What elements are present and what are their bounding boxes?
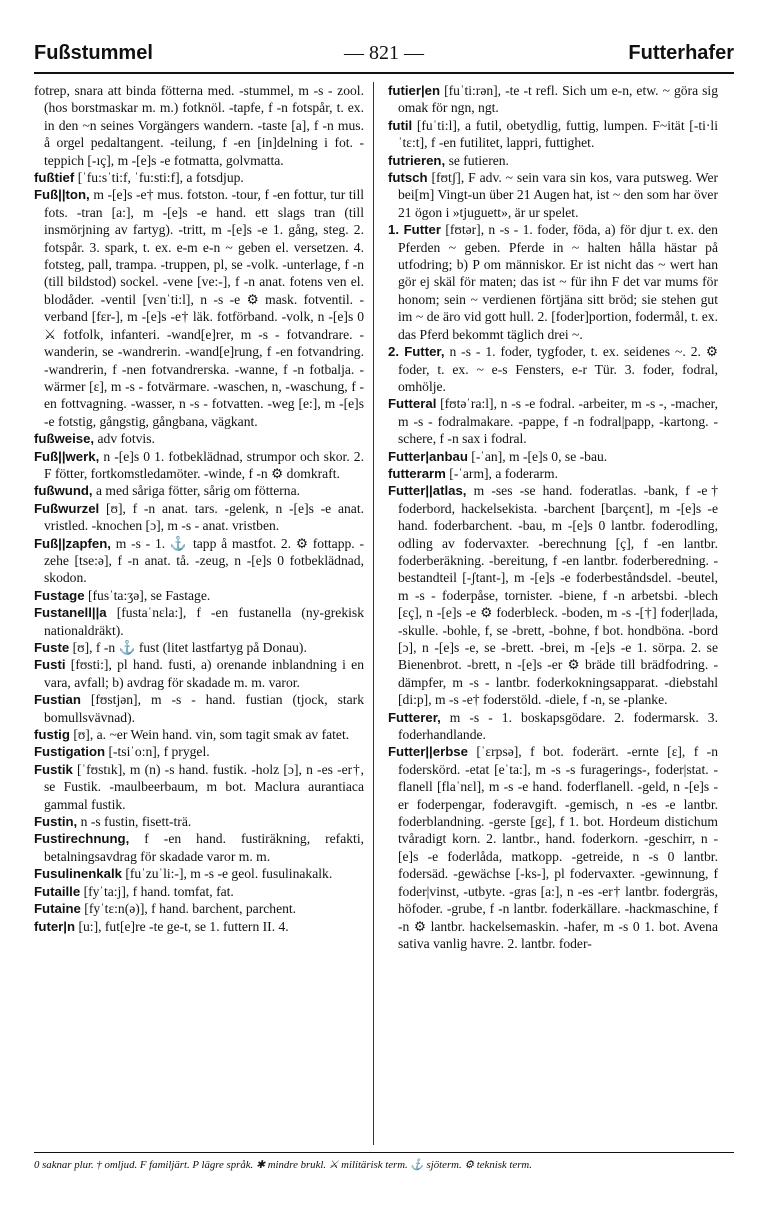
entry-headword: Futaille	[34, 883, 81, 899]
entry-definition: [fyˈta:j], f hand. tomfat, fat.	[83, 883, 234, 899]
entry-headword: Futterer,	[388, 709, 441, 725]
entry-headword: futterarm	[388, 465, 446, 481]
entry-headword: fußwund,	[34, 483, 93, 499]
entry-definition: [fʊtər], n -s - 1. foder, föda, a) för djur t. ex. den Pferden ~ geben. Pferde in ~ halten hålla hästar på utfodring; b) P om människor. Er ist nicht das ~ wert han gör ej skäl för maten; das ist ~ für ihn F det var mums för honom; sein ~ verdienen förtjäna sitt bröd; sie stehen gut im ~ de äro vid gott hull. 2. [foder]portion, fodermål, t. ex. das Pferd bekommt täglich drei ~.	[398, 222, 718, 342]
dictionary-entry	[34, 535, 364, 587]
entry-headword: 2. Futter,	[388, 344, 445, 360]
dictionary-entry	[34, 830, 364, 865]
dictionary-entry	[34, 743, 364, 760]
entry-headword: Fustage	[34, 587, 85, 603]
entry-definition: [fuˈti:l], a futil, obetydlig, futtig, lumpen. F~ität [-ti·liˈtɛ:t], f -en futilitet, lappri, futtighet.	[398, 117, 718, 151]
entry-definition: [fʊstjən], m -s - hand. fustian (tjock, stark bomullsvävnad).	[44, 692, 364, 725]
entry-headword: Fustigation	[34, 744, 106, 760]
entry-definition: [ˈɛrpsə], f bot. foderärt. -ernte [ɛ], f -n foderskörd. -etat [eˈta:], m -s -s furagerings-, foder|stat. -flanell [flaˈnɛl], m -s -e hand. foderflanell. -geld, n -[e]s -er foderpengar, foderavgift. -gemisch, n -es -e lantbr. foderblandning. -gerste [gɛ], f 1. bot. Hordeum distichum tvåradigt korn. 2. lantbr., hand. foderkorn. -geschirr, n -[e]s -e foderlåda, matkopp. -getreide, n -s 0 lantbr. fodersäd. -gewächse [-ks-], pl fodervaxter. -gewinnung, f foder|vinst, -utbyte. -gras [a:], n -es -er† lantbr. fodergräs, höfoder. -grube, f -n lantbr. foderkällare. -hackmaschine, f -n ⚙ lantbr. hackelsemaskin. -hafer, m -s 0 1. bot. Avena sativa vanlig havre. 2. lantbr. foder-	[398, 744, 718, 951]
dictionary-entry	[34, 726, 364, 743]
entry-headword: Futter||atlas,	[388, 483, 467, 499]
entry-definition: [fuˈti:rən], -te -t refl. Sich um e-n, etw. ~ göra sig omak för ngn, ngt.	[398, 83, 718, 116]
dictionary-entry	[34, 587, 364, 604]
column-divider	[373, 82, 374, 1145]
dictionary-entry	[388, 221, 718, 343]
dictionary-entry	[34, 482, 364, 499]
dictionary-entry	[34, 186, 364, 430]
entry-definition: f -en hand. fustiräkning, refakti, betalningsavdrag för skadade varor m. m.	[44, 831, 364, 864]
entry-definition: [fusˈta:ʒə], se Fastage.	[87, 587, 211, 603]
dictionary-entry	[34, 865, 364, 882]
entry-definition: [fʊtʃ], F adv. ~ sein vara sin kos, vara putsweg. Wer bei[m] Vingt-un über 21 Augen hat, ist ~ den som har över 21 ögon i »tjuguett», är ur spelet.	[398, 170, 718, 220]
entry-headword: Futteral	[388, 396, 437, 412]
dictionary-entry	[388, 152, 718, 169]
dictionary-entry	[388, 482, 718, 708]
entry-headword: fußtief	[34, 170, 75, 186]
entry-headword: Futaine	[34, 901, 81, 917]
page-header	[34, 38, 734, 68]
dictionary-entry	[388, 82, 718, 117]
dictionary-entry	[34, 883, 364, 900]
footer-rule	[34, 1152, 734, 1153]
dictionary-entry	[34, 900, 364, 917]
entry-headword: fustig	[34, 727, 70, 743]
entry-definition: m -s - 1. boskapsgödare. 2. fodermarsk. 3. foderhandlande.	[398, 709, 718, 743]
entry-definition: [-tsiˈo:n], f prygel.	[108, 744, 210, 760]
abbreviation-legend: 0 saknar plur. † omljud. F familjärt. P lägre språk. ✱ mindre brukl. ⚔ militärisk term. ⚓ sjöterm. ⚙ teknisk term.	[34, 1159, 532, 1171]
entry-definition: [fʊsti:], pl hand. fusti, a) orenande inblandning i en vara, avfall; b) avdrag för skadade m. m. varor.	[44, 657, 364, 690]
entry-definition: n -s fustin, fisett-trä.	[80, 814, 192, 830]
entry-headword: Fustik	[34, 761, 73, 777]
dictionary-entry	[388, 395, 718, 447]
dictionary-entry	[388, 169, 718, 221]
header-right-guideword: Futterhafer	[628, 42, 734, 64]
entry-headword: fußweise,	[34, 431, 95, 447]
entry-headword: Fußwurzel	[34, 500, 100, 516]
dictionary-entry	[34, 813, 364, 830]
entry-definition: m -s - 1. ⚓ tapp å mastfot. 2. ⚙ fottapp. -zehe [tse:ə], f -n anat. tå. -zeug, n -[e]s 0 fotbeklädnad, skodon.	[44, 535, 364, 586]
entry-definition: [ʊ], a. ~er Wein hand. vin, som tagit smak av fatet.	[73, 727, 350, 743]
entry-definition: n -s - 1. foder, tygfoder, t. ex. seidenes ~. 2. ⚙ foder, t. ex. ~ e-s Fensters, e-r Tür. 3. foder, fodral, omhölje.	[398, 344, 718, 394]
dictionary-entry	[34, 656, 364, 691]
dictionary-entry	[34, 82, 364, 169]
entry-headword: futrieren,	[388, 152, 446, 168]
dictionary-entry	[34, 639, 364, 656]
entry-headword: futil	[388, 117, 413, 133]
entry-headword: Fustian	[34, 692, 81, 708]
entry-definition: [fustaˈnɛla:], f -en fustanella (ny-grekisk nationaldräkt).	[44, 605, 364, 638]
entry-definition: m -[e]s -e† mus. fotston. -tour, f -en fottur, tur till fots. -tran [a:], m -[e]s -e hand. ett slags tran (till insmörjning av fartyg). -tritt, m -[e]s -e 1. gång, steg. 2. fotspår. 3. spark, t. ex. e-m e-n ~ geben el. versetzen. 4. fotsteg, pall, trampa. -truppen, pl, se -volk. -unterlage, f -n (till bildstod) sockel. -vene [ve:-], f -n anat. fotens ven el. blodåder. -ventil [vɛnˈti:l], n -s -e ⚙ mask. fotventil. -verband [fɛr-], m -[e]s -e† läk. fotförband. -volk, n -[e]s 0 ⚔ fotfolk, infanteri. -wand[e]rer, m -s - fotvandrare. -wanderin, se -wandrerin. -wand[e]rung, f -en fotvandring. -wandrerin, f -nen fotvandrerska. -wanne, f -n fotbalja. -wärmer [ɛ], m -s - fotvärmare. -waschen, n, -waschung, f -en fottvagning. -wasser, n -s - fotvatten. -weg [e:], m -[e]s -e fotstig, gångstig, gångbana, vägkant.	[44, 187, 364, 429]
entry-definition: [fyˈtɛ:n(ə)], f hand. barchent, parchent.	[84, 901, 297, 917]
dictionary-entry	[388, 117, 718, 152]
dictionary-entry	[388, 743, 718, 952]
dictionary-entry	[388, 709, 718, 744]
entry-headword: futer|n	[34, 918, 76, 934]
dictionary-entry	[34, 430, 364, 447]
dictionary-entry	[34, 169, 364, 186]
entry-definition: adv fotvis.	[97, 431, 155, 447]
dictionary-entry	[34, 500, 364, 535]
dictionary-entry	[34, 918, 364, 935]
entry-definition: n -[e]s 0 1. fotbeklädnad, strumpor och skor. 2. F fötter, fortkomstledamöter. -winde, f -n ⚙ domkraft.	[44, 448, 364, 481]
entry-headword: futier|en	[388, 83, 441, 98]
dictionary-entry	[388, 448, 718, 465]
dictionary-entry	[34, 448, 364, 483]
entry-headword: Fuste	[34, 640, 70, 655]
dictionary-entry	[34, 691, 364, 726]
entry-headword: Fuß||werk,	[34, 448, 100, 464]
entry-definition: [fuˈzuˈli:-], m -s -e geol. fusulinakalk.	[125, 866, 333, 882]
entry-headword: Fustanell||a	[34, 605, 107, 621]
entry-definition: a med såriga fötter, sårig om fötterna.	[96, 483, 301, 499]
header-left-guideword: Fußstummel	[34, 42, 153, 64]
entry-definition: [-ˈarm], a foderarm.	[449, 465, 558, 481]
entry-definition: [ʊ], f -n ⚓ fust (litet lastfartyg på Donau).	[72, 640, 307, 655]
entry-definition: se futieren.	[448, 152, 509, 168]
dictionary-entry	[34, 604, 364, 639]
entry-definition: [ˈfu:sˈti:f, ˈfu:sti:f], a fotsdjup.	[77, 170, 244, 186]
entry-definition: [fʊtəˈra:l], n -s -e fodral. -arbeiter, m -s -, -macher, m -s - fodralmakare. -pappe, f -n fodral|papp, -kartong. -schere, f -n sax i fodral.	[398, 396, 718, 447]
left-column	[34, 82, 364, 1142]
entry-headword: futsch	[388, 170, 428, 186]
right-column	[388, 82, 718, 1142]
page-number: — 821 —	[344, 42, 424, 64]
header-rule	[34, 72, 734, 74]
entry-headword: Fusti	[34, 657, 66, 673]
entry-definition: [u:], fut[e]re -te ge-t, se 1. futtern II. 4.	[78, 918, 289, 934]
entry-definition: [ʊ], f -n anat. tars. -gelenk, n -[e]s -e anat. vristled. -knochen [ɔ], m -s - anat. vristben.	[44, 500, 364, 534]
entry-definition: [-ˈan], m -[e]s 0, se -bau.	[471, 448, 608, 464]
entry-headword: Fuß||zapfen,	[34, 535, 111, 551]
entry-definition: m -ses -se hand. foderatlas. -bank, f -e† foderbord, hackelsekista. -barchent [barçɛnt], m -[e]s -e hand. foderbarchent. -bau, m -[e]s 0 lantbr. foderodling, odling av fodervaxter. -berechnung [ç], f -en lantbr. foderberäkning. -bereitung, f -en lantbr. foderberedning. -bestandteil [-ʃtant-], m -[e]s -e foderbeståndsdel. -beutel, m -s - foderpåse, tornister. -biene, f -n arbetsbi. -blech [ɛç], n -[e]s -e ⚙ foderbleck. -boden, m -s -[†] foder|lada, -skulle. -bohle, f, se -brett, -bohne, f bot. hondböna. -bord [ɔ], n -[e]s -e, se -brett. -brei, m -[e]s -e 1. sörpa. 2. se Bienenbrot. -brett, n -[e]s -er ⚙ bräde till brädfodring. -dämpfer, m -s - lantbr. foderkokningsapparat. -diebstahl [di:p], m -s -e† foderstöld. -diele, f -n, se -planke.	[398, 483, 718, 708]
entry-definition: [ˈfʊstık], m (n) -s hand. fustik. -holz [ɔ], n -es -er†, se Fustik. -maulbeerbaum, m bot. Maclura aurantiaca gammal fustik.	[44, 761, 364, 812]
entry-headword: Futter||erbse	[388, 744, 468, 760]
entry-headword: 1. Futter	[388, 222, 441, 238]
entry-definition: fotrep, snara att binda fötterna med. -stummel, m -s - zool. (hos borstmaskar m. m.) fotknöl. -tapfe, f -n fotspår, t. ex. in den ~n seines Vorgängers wandern. -taste [a], f -n mus. å orgel pedaltangent. -teilung, f -en [in]delning i fot. -teppich [-ıç], m -[e]s -e fotmatta, golvmatta.	[34, 83, 364, 168]
entry-headword: Fustirechnung,	[34, 831, 130, 847]
dictionary-entry	[34, 761, 364, 813]
entry-headword: Fuß||ton,	[34, 187, 90, 203]
dictionary-entry	[388, 465, 718, 482]
entry-headword: Futter|anbau	[388, 448, 468, 464]
entry-headword: Fusulinenkalk	[34, 866, 122, 882]
dictionary-entry	[388, 343, 718, 395]
entry-headword: Fustin,	[34, 814, 78, 830]
